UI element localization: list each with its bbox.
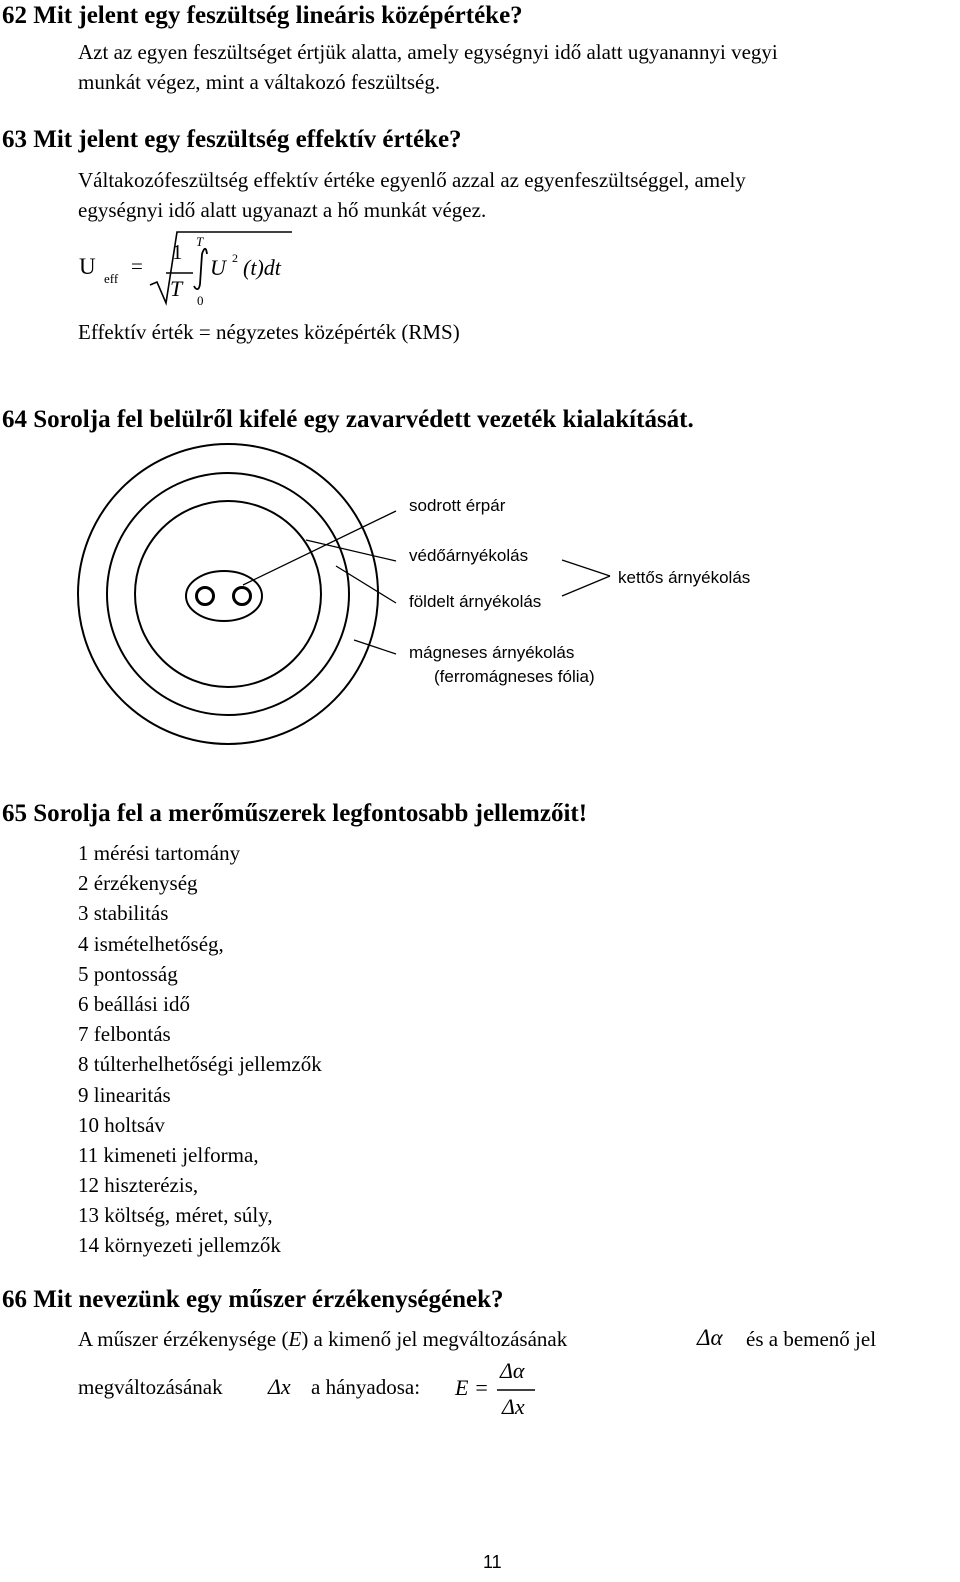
formula-integral-upper: T [196,234,204,249]
q62-answer-line-1: Azt az egyen feszültséget értjük alatta, amely egységnyi idő alatt ugyanannyi vegyi [78,40,778,64]
bracket-lower [562,576,610,596]
q66-delta-alpha: Δα [697,1325,723,1350]
list-item: 14 környezeti jellemzők [78,1233,281,1258]
label-earthed-shield: földelt árnyékolás [409,592,542,611]
formula-integral-lower: 0 [197,293,204,308]
formula-integrand-u: U [210,255,226,280]
q66-symbol-e: E [288,1327,302,1351]
bracket-upper [562,560,610,576]
formula-frac-numerator: 1 [172,240,183,264]
label-twisted-pair: sodrott érpár [409,496,506,515]
q66-formula-lhs: E = [455,1375,489,1400]
q62-answer-line-2: munkát végez, mint a váltakozó feszültség. [78,70,441,94]
formula-radical-sign [150,232,292,303]
guard-shield-ring [135,501,321,687]
list-item: 5 pontosság [78,961,178,986]
label-magnetic-shield: mágneses árnyékolás [409,643,575,662]
conductor-left [197,588,214,605]
list-item: 8 túlterhelhetőségi jellemzők [78,1052,322,1077]
list-item: 9 linearitás [78,1082,171,1107]
label-double-shield: kettős árnyékolás [618,568,751,587]
q66-line-2a: megváltozásának [78,1375,223,1399]
q66-formula-denominator: Δx [502,1394,525,1419]
conductor-right [234,588,251,605]
q66-line-1 [78,1327,567,1352]
leader-earthed [336,566,396,603]
list-item: 4 ismételhetőség, [78,931,224,956]
q63-answer-line-1: Váltakozófeszültség effektív értéke egyenlő azzal az egyenfeszültséggel, amely [78,168,746,192]
q66-line-2b: a hányadosa: [311,1375,421,1399]
list-item: 7 felbontás [78,1022,171,1047]
characteristics-list [78,838,322,1261]
formula-frac-denominator: T [170,276,183,301]
magnetic-shield-ring [78,444,378,744]
q66-text-b: ) a kimenő jel megváltozásának [301,1327,568,1351]
leader-guard [306,540,396,561]
rms-definition: Effektív érték = négyzetes középérték (RMS) [78,320,460,344]
q63-heading: 63 Mit jelent egy feszültség effektív értéke? [2,126,462,153]
q66-formula-numerator: Δα [500,1358,525,1383]
list-item: 13 költség, méret, súly, [78,1203,273,1228]
list-item: 10 holtsáv [78,1112,165,1137]
list-item: 2 érzékenység [78,871,198,896]
page-number: 11 [483,1552,502,1572]
q66-delta-x: Δx [268,1374,291,1399]
list-item: 6 beállási idő [78,991,190,1016]
leader-magnetic [354,640,396,654]
list-item: 12 hiszterézis, [78,1173,199,1198]
q62-heading: 62 Mit jelent egy feszültség lineáris középértéke? [2,2,523,29]
list-item: 3 stabilitás [78,901,169,926]
formula-u: U [79,254,96,279]
formula-integrand-exponent: 2 [232,251,238,265]
q65-heading: 65 Sorolja fel a merőműszerek legfontosabb jellemzőit! [2,800,588,827]
q64-heading: 64 Sorolja fel belülről kifelé egy zavarvédett vezeték kialakítását. [2,406,694,433]
q66-text-a: A műszer érzékenysége ( [78,1327,289,1351]
q66-heading: 66 Mit nevezünk egy műszer érzékenységének? [2,1286,504,1313]
formula-u-subscript: eff [104,271,119,286]
label-guard-shield: védőárnyékolás [409,546,529,565]
earthed-shield-ring [107,473,349,715]
formula-equals: = [131,254,143,278]
q63-answer-line-2: egységnyi idő alatt ugyanazt a hő munkát végez. [78,198,487,222]
list-item: 1 mérési tartomány [78,841,241,865]
formula-integral-sign [194,249,207,289]
list-item: 11 kimeneti jelforma, [78,1142,259,1167]
q66-text-c: és a bemenő jel [746,1327,877,1351]
label-ferromagnetic-foil: (ferromágneses fólia) [434,667,595,686]
formula-integrand-rest: (t)dt [243,255,281,280]
